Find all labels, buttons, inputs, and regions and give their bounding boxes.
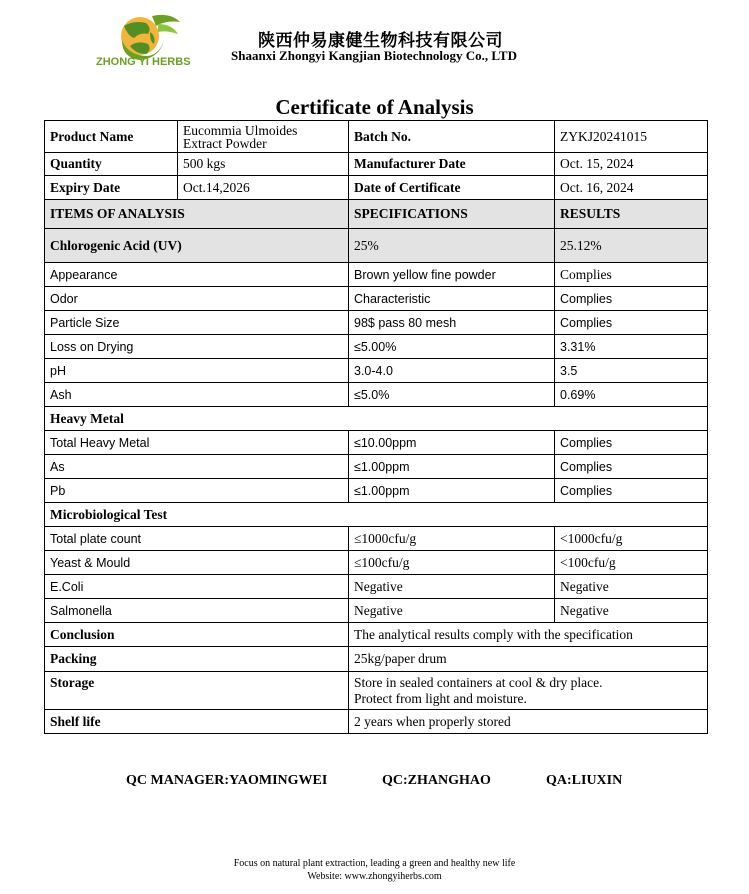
product-name-label: Product Name	[45, 121, 178, 153]
company-name-chinese: 陕西仲易康健生物科技有限公司	[258, 31, 503, 51]
expiry-date-label: Expiry Date	[45, 176, 178, 200]
table-row	[45, 287, 708, 311]
assay-item: Chlorogenic Acid (UV)	[45, 229, 349, 263]
letterhead	[0, 0, 749, 95]
test-result: <100cfu/g	[555, 551, 708, 575]
section-title: Heavy Metal	[45, 407, 708, 431]
table-row	[45, 551, 708, 575]
quantity-label: Quantity	[45, 153, 178, 176]
assay-result: 25.12%	[555, 229, 708, 263]
manufacturer-date-value: Oct. 15, 2024	[555, 153, 708, 176]
header-results: RESULTS	[555, 200, 708, 229]
test-result: Complies	[555, 263, 708, 287]
manufacturer-date-label: Manufacturer Date	[349, 153, 555, 176]
analysis-table	[44, 120, 708, 734]
product-name-value: Eucommia Ulmoides Extract Powder	[178, 121, 349, 153]
test-result: 3.5	[555, 359, 708, 383]
header-specifications: SPECIFICATIONS	[349, 200, 555, 229]
storage-row	[45, 672, 708, 710]
storage-label: Storage	[45, 672, 349, 710]
column-header-row	[45, 200, 708, 229]
batch-label: Batch No.	[349, 121, 555, 153]
table-row	[45, 263, 708, 287]
test-spec: ≤100cfu/g	[349, 551, 555, 575]
test-item: Salmonella	[45, 599, 349, 623]
test-spec: ≤5.0%	[349, 383, 555, 407]
test-item: E.Coli	[45, 575, 349, 599]
certificate-date-value: Oct. 16, 2024	[555, 176, 708, 200]
test-spec: Brown yellow fine powder	[349, 263, 555, 287]
expiry-date-value: Oct.14,2026	[178, 176, 349, 200]
shelf-life-row	[45, 710, 708, 734]
info-row-expiry	[45, 176, 708, 200]
test-result: 3.31%	[555, 335, 708, 359]
table-row	[45, 359, 708, 383]
table-row	[45, 575, 708, 599]
test-item: pH	[45, 359, 349, 383]
qc-manager-signature: QC MANAGER:YAOMINGWEI	[126, 773, 328, 788]
test-result: Negative	[555, 599, 708, 623]
test-result: Complies	[555, 287, 708, 311]
test-item: Appearance	[45, 263, 349, 287]
test-result: Complies	[555, 431, 708, 455]
test-item: Total plate count	[45, 527, 349, 551]
qa-signature: QA:LIUXIN	[546, 773, 623, 788]
section-row-heavy-metal	[45, 407, 708, 431]
packing-row	[45, 647, 708, 672]
shelf-life-value: 2 years when properly stored	[349, 710, 708, 734]
header-items-of-analysis: ITEMS OF ANALYSIS	[45, 200, 349, 229]
test-item: As	[45, 455, 349, 479]
test-spec: ≤1.00ppm	[349, 479, 555, 503]
signature-line	[0, 773, 749, 793]
test-item: Loss on Drying	[45, 335, 349, 359]
packing-value: 25kg/paper drum	[349, 647, 708, 672]
test-result: <1000cfu/g	[555, 527, 708, 551]
assay-spec: 25%	[349, 229, 555, 263]
test-spec: 3.0-4.0	[349, 359, 555, 383]
test-spec: ≤1.00ppm	[349, 455, 555, 479]
table-row	[45, 527, 708, 551]
table-row	[45, 335, 708, 359]
test-spec: ≤1000cfu/g	[349, 527, 555, 551]
test-spec: Characteristic	[349, 287, 555, 311]
table-row	[45, 479, 708, 503]
test-spec: ≤10.00ppm	[349, 431, 555, 455]
test-spec: Negative	[349, 575, 555, 599]
info-row-product	[45, 121, 708, 153]
test-item: Ash	[45, 383, 349, 407]
table-row	[45, 311, 708, 335]
shelf-life-label: Shelf life	[45, 710, 349, 734]
conclusion-value: The analytical results comply with the specification	[349, 623, 708, 647]
packing-label: Packing	[45, 647, 349, 672]
quantity-value: 500 kgs	[178, 153, 349, 176]
test-result: Negative	[555, 575, 708, 599]
test-item: Odor	[45, 287, 349, 311]
test-result: Complies	[555, 311, 708, 335]
assay-row	[45, 229, 708, 263]
test-item: Total Heavy Metal	[45, 431, 349, 455]
storage-value: Store in sealed containers at cool & dry place. Protect from light and moisture.	[349, 672, 708, 710]
test-result: 0.69%	[555, 383, 708, 407]
company-name-english: Shaanxi Zhongyi Kangjian Biotechnology Co., LTD	[231, 48, 517, 63]
section-title: Microbiological Test	[45, 503, 708, 527]
batch-value: ZYKJ20241015	[555, 121, 708, 153]
conclusion-row	[45, 623, 708, 647]
table-row	[45, 383, 708, 407]
test-item: Pb	[45, 479, 349, 503]
footer	[0, 857, 749, 883]
test-result: Complies	[555, 455, 708, 479]
footer-website: Website: www.zhongyiherbs.com	[307, 871, 442, 882]
logo-wordmark: ZHONG YI HERBS	[96, 56, 191, 68]
certificate-date-label: Date of Certificate	[349, 176, 555, 200]
footer-slogan: Focus on natural plant extraction, leading a green and healthy new life	[233, 858, 516, 869]
table-row	[45, 431, 708, 455]
table-row	[45, 455, 708, 479]
test-spec: Negative	[349, 599, 555, 623]
qc-signature: QC:ZHANGHAO	[382, 773, 491, 788]
test-item: Yeast & Mould	[45, 551, 349, 575]
test-spec: 98$ pass 80 mesh	[349, 311, 555, 335]
document-title: Certificate of Analysis	[275, 95, 474, 119]
test-result: Complies	[555, 479, 708, 503]
section-row-microbiological	[45, 503, 708, 527]
test-spec: ≤5.00%	[349, 335, 555, 359]
table-row	[45, 599, 708, 623]
test-item: Particle Size	[45, 311, 349, 335]
conclusion-label: Conclusion	[45, 623, 349, 647]
info-row-quantity	[45, 153, 708, 176]
